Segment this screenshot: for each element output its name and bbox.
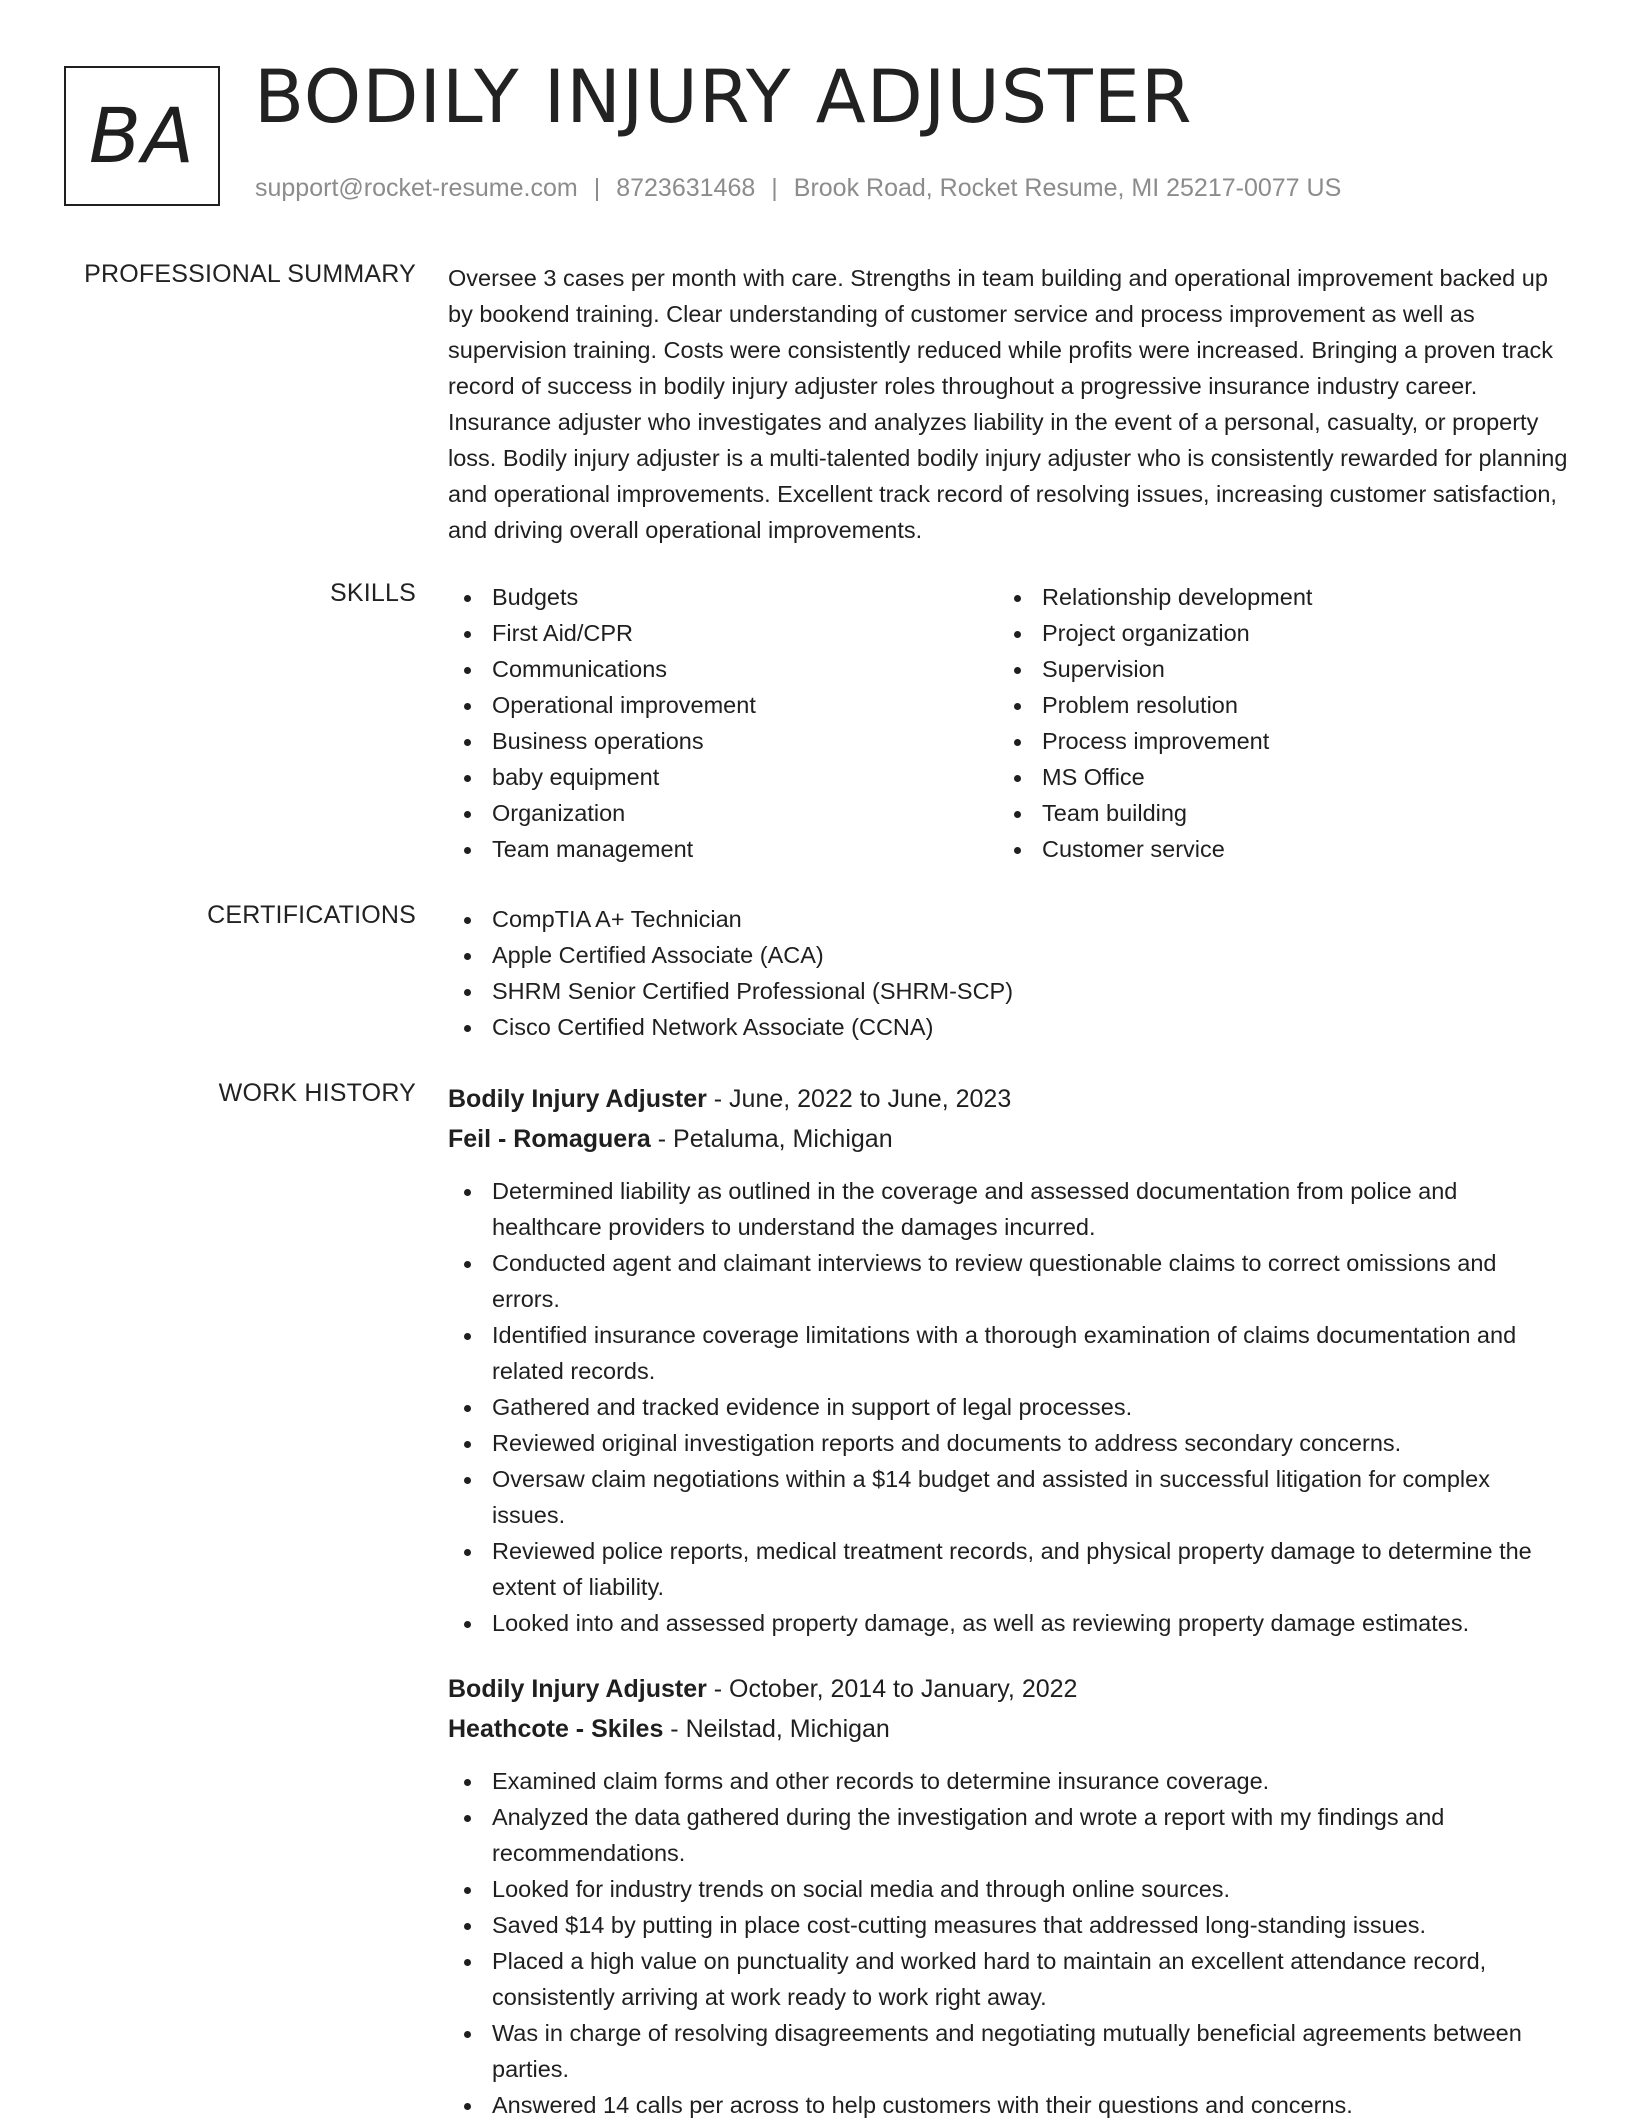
skill-item: Budgets: [448, 579, 998, 615]
job-bullet: Answered 14 calls per across to help customers with their questions and concerns.: [448, 2087, 1568, 2123]
job-location: - Petaluma, Michigan: [650, 1125, 893, 1153]
job-title: Bodily Injury Adjuster: [448, 1085, 707, 1113]
contact-address: Brook Road, Rocket Resume, MI 25217-0077 US: [793, 174, 1342, 202]
job-company: Heathcote - Skiles: [448, 1715, 664, 1743]
job-bullet: Placed a high value on punctuality and worked hard to maintain an excellent attendance record, consistently arriving at work ready to work right away.: [448, 1943, 1568, 2015]
job-bullet: Saved $14 by putting in place cost-cutting measures that addressed long-standing issues.: [448, 1907, 1568, 1943]
job-bullet: Examined claim forms and other records to determine insurance coverage.: [448, 1763, 1568, 1799]
certifications-body: [448, 901, 1568, 1045]
job-bullet: Oversaw claim negotiations within a $14 budget and assisted in successful litigation for complex issues.: [448, 1461, 1568, 1533]
job-bullet: Determined liability as outlined in the coverage and assessed documentation from police and healthcare providers to understand the damages incurred.: [448, 1173, 1568, 1245]
section-heading-work-history: WORK HISTORY: [218, 1079, 416, 1107]
summary-body: [448, 260, 1568, 548]
skills-list-right: [998, 579, 1548, 867]
skills-list-left: [448, 579, 998, 867]
skills-body: [448, 579, 1568, 867]
job-company-line: [448, 1709, 1568, 1749]
skill-item: Project organization: [998, 615, 1548, 651]
contact-separator: |: [771, 174, 778, 202]
job-location: - Neilstad, Michigan: [663, 1715, 890, 1743]
job-bullet: Gathered and tracked evidence in support of legal processes.: [448, 1389, 1568, 1425]
skill-item: Relationship development: [998, 579, 1548, 615]
section-heading-certifications: CERTIFICATIONS: [207, 901, 416, 929]
job-bullet: Conducted agent and claimant interviews to review questionable claims to correct omissions and errors.: [448, 1245, 1568, 1317]
skill-item: Process improvement: [998, 723, 1548, 759]
skill-item: Supervision: [998, 651, 1548, 687]
section-heading-skills: SKILLS: [330, 579, 416, 607]
job-bullet: Reviewed original investigation reports and documents to address secondary concerns.: [448, 1425, 1568, 1461]
skill-item: MS Office: [998, 759, 1548, 795]
job-bullets: [448, 1763, 1568, 2123]
job-title-line: [448, 1669, 1568, 1709]
skill-item: Business operations: [448, 723, 998, 759]
monogram-box: [64, 66, 220, 206]
job-bullet: Looked for industry trends on social media and through online sources.: [448, 1871, 1568, 1907]
job-title-line: [448, 1079, 1568, 1119]
skill-item: Operational improvement: [448, 687, 998, 723]
contact-phone[interactable]: 8723631468: [616, 174, 756, 202]
job-bullet: Analyzed the data gathered during the investigation and wrote a report with my findings and recommendations.: [448, 1799, 1568, 1871]
job-bullets: [448, 1173, 1568, 1641]
contact-email[interactable]: support@rocket-resume.com: [255, 174, 578, 202]
work-history-body: [448, 1079, 1568, 2123]
contact-line: [255, 174, 1341, 203]
certification-item: CompTIA A+ Technician: [448, 901, 1568, 937]
job-bullet: Looked into and assessed property damage, as well as reviewing property damage estimates.: [448, 1605, 1568, 1641]
skill-item: Communications: [448, 651, 998, 687]
resume-name: BODILY INJURY ADJUSTER: [254, 55, 1193, 140]
skill-item: Team management: [448, 831, 998, 867]
summary-text: Oversee 3 cases per month with care. Strengths in team building and operational improvement backed up by bookend training. Clear understanding of customer service and process improvement as well as supervision training. Costs were consistently reduced while profits were increased. Bringing a proven track record of success in bodily injury adjuster roles throughout a progressive insurance industry career. Insurance adjuster who investigates and analyzes liability in the event of a personal, casualty, or property loss. Bodily injury adjuster is a multi-talented bodily injury adjuster who is consistently rewarded for planning and operational improvements. Excellent track record of resolving issues, increasing customer satisfaction, and driving overall operational improvements.: [448, 265, 1568, 543]
job-dates: - October, 2014 to January, 2022: [706, 1675, 1078, 1703]
certification-item: SHRM Senior Certified Professional (SHRM-SCP): [448, 973, 1568, 1009]
contact-separator: |: [593, 174, 601, 202]
skill-item: Customer service: [998, 831, 1548, 867]
job-entry: [448, 1079, 1568, 1641]
section-heading-summary: PROFESSIONAL SUMMARY: [84, 260, 416, 288]
job-title: Bodily Injury Adjuster: [448, 1675, 707, 1703]
skill-item: Problem resolution: [998, 687, 1548, 723]
certifications-list: [448, 901, 1568, 1045]
job-entry: [448, 1669, 1568, 2123]
job-bullet: Identified insurance coverage limitations with a thorough examination of claims documentation and related records.: [448, 1317, 1568, 1389]
job-dates: - June, 2022 to June, 2023: [706, 1085, 1012, 1113]
certification-item: Cisco Certified Network Associate (CCNA): [448, 1009, 1568, 1045]
job-company: Feil - Romaguera: [448, 1125, 651, 1153]
job-company-line: [448, 1119, 1568, 1159]
monogram-initials: BA: [88, 91, 196, 180]
skill-item: Team building: [998, 795, 1548, 831]
skill-item: Organization: [448, 795, 998, 831]
skill-item: baby equipment: [448, 759, 998, 795]
certification-item: Apple Certified Associate (ACA): [448, 937, 1568, 973]
job-bullet: Was in charge of resolving disagreements and negotiating mutually beneficial agreements between parties.: [448, 2015, 1568, 2087]
job-bullet: Reviewed police reports, medical treatment records, and physical property damage to determine the extent of liability.: [448, 1533, 1568, 1605]
skill-item: First Aid/CPR: [448, 615, 998, 651]
